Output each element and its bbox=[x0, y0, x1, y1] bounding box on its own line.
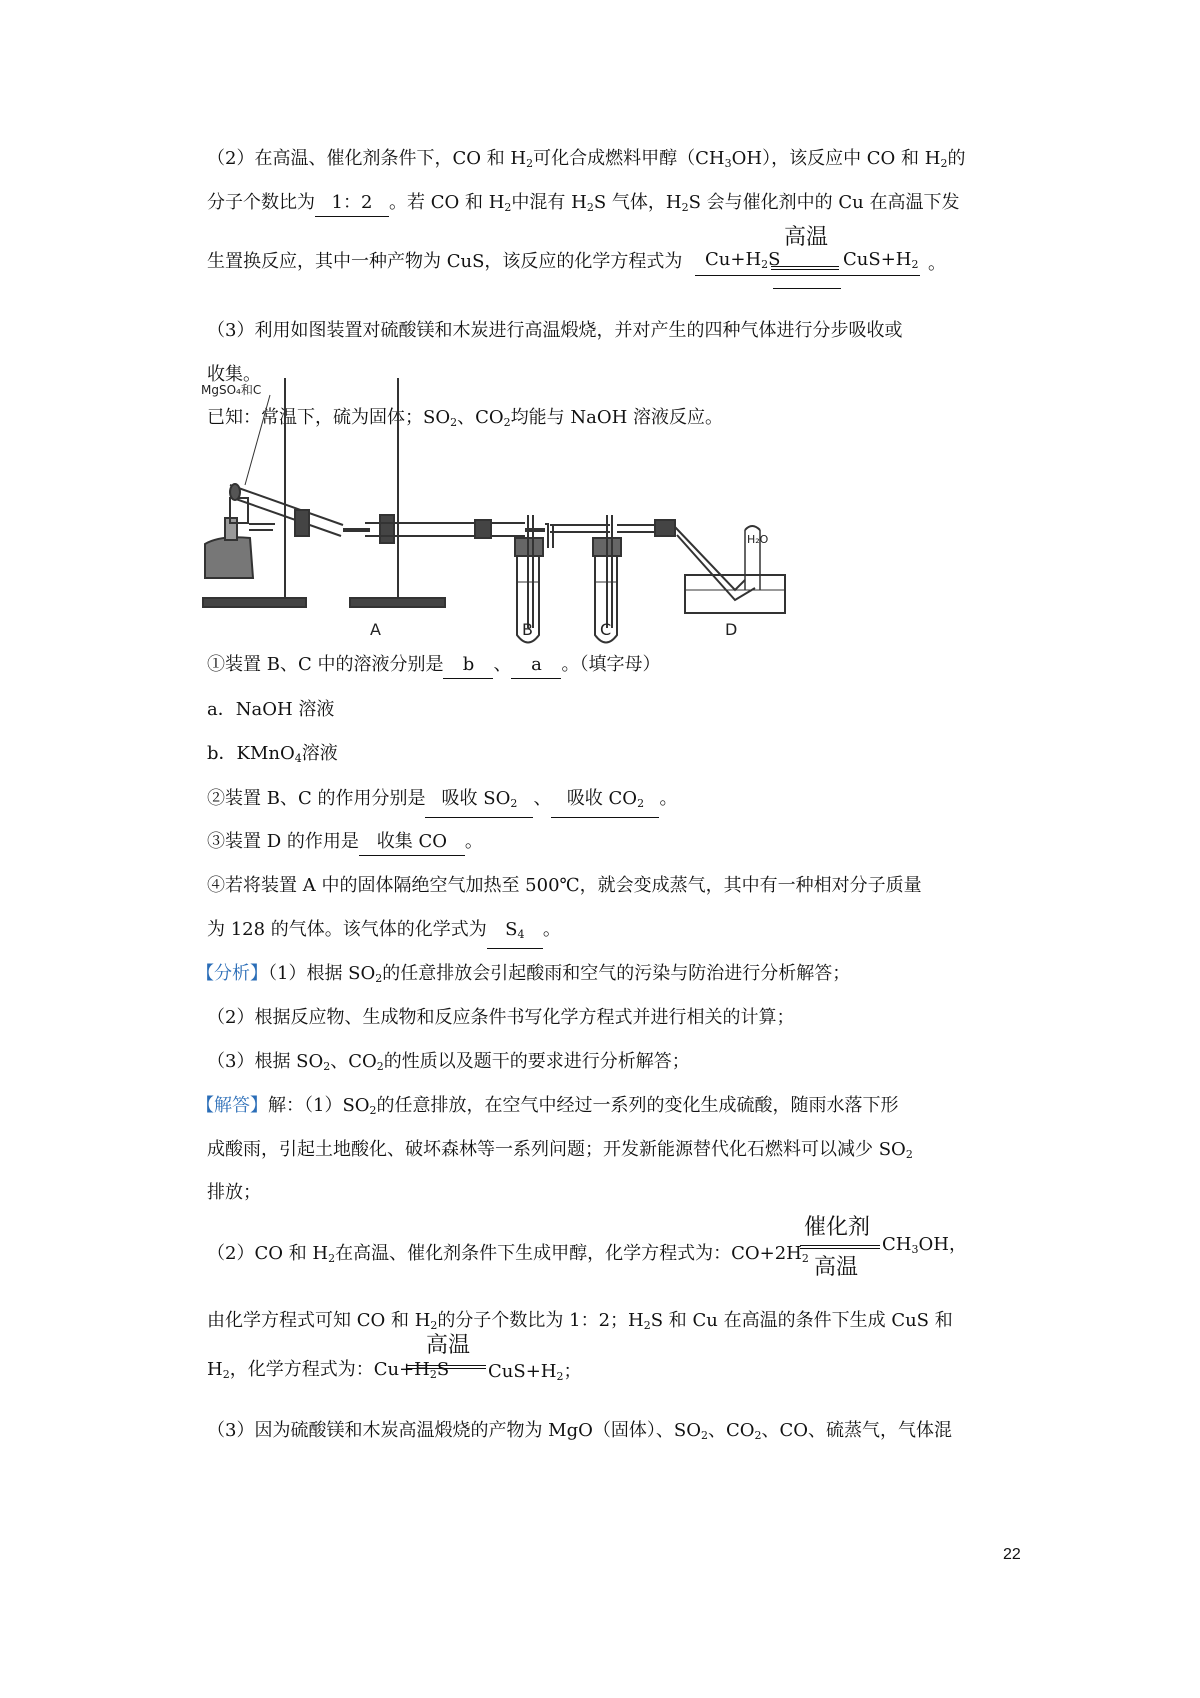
equation-left-side: $Cu+H_2S$ bbox=[705, 249, 781, 271]
solution-line-2: 成酸雨，引起土地酸化、破坏森林等一系列问题；开发新能源替代化石燃料可以减少 $SO_2$ bbox=[207, 1139, 913, 1161]
equation-right-side: $CuS+H_2$ bbox=[843, 249, 919, 271]
q3-sub-1: ①装置 B、C 中的溶液分别是 b 、 a 。（填字母） bbox=[207, 652, 660, 679]
solution-tag: 【解答】 bbox=[196, 1095, 268, 1116]
option-b: b．KMnO$_4$溶液 bbox=[207, 743, 338, 765]
label-c: C bbox=[600, 620, 612, 639]
solution-line-7: （3）因为硫酸镁和木炭高温煅烧的产物为 MgO（固体）、$SO_2$、$CO_2$、CO、硫蒸气，气体混 bbox=[207, 1420, 953, 1442]
analysis-line-2: （2）根据反应物、生成物和反应条件书写化学方程式并进行相关的计算； bbox=[207, 1007, 795, 1028]
reagent-label: MgSO₄和C bbox=[201, 383, 262, 397]
s2-answer-1-blank: 吸收 $SO_2$ bbox=[425, 786, 533, 818]
q3-sub-4-line-1: ④若将装置 A 中的固体隔绝空气加热至 500℃，就会变成蒸气，其中有一种相对分子质量 bbox=[207, 875, 922, 896]
apparatus-diagram bbox=[201, 180, 775, 640]
solution-line-4: （2）CO 和 $H_2$在高温、催化剂条件下生成甲醇，化学方程式为：$CO+2H_2$ bbox=[207, 1243, 809, 1265]
copper-solution-condition: 高温 bbox=[426, 1333, 471, 1358]
solution-line-1: 【解答】解：$(1)SO_2$的任意排放，在空气中经过一系列的变化生成硫酸，随雨水落下形 bbox=[196, 1095, 899, 1117]
methanol-condition-top: 催化剂 bbox=[804, 1215, 871, 1240]
solution-line-5: 由化学方程式可知 CO 和 $H_2$的分子个数比为 1：2；$H_2S$ 和 Cu 在高温的条件下生成 CuS 和 bbox=[207, 1310, 953, 1332]
copper-equation-solution bbox=[406, 1334, 646, 1384]
q2-line-3: 生置换反应，其中一种产物为 CuS，该反应的化学方程式为 bbox=[207, 251, 683, 272]
q3-sub-2: ②装置 B、C 的作用分别是 吸收 $SO_2$ 、 吸收 $CO_2$ 。 bbox=[207, 786, 677, 818]
s4-answer-blank: $S_4$ bbox=[487, 917, 543, 949]
label-b: B bbox=[522, 620, 533, 639]
ratio-answer-blank: 1：2 bbox=[315, 190, 389, 217]
analysis-tag: 【分析】 bbox=[196, 963, 268, 984]
q3-known-line: 已知：常温下，硫为固体；$SO_2$、$CO_2$均能与 NaOH 溶液反应。 bbox=[207, 407, 724, 429]
solution-line-3: 排放； bbox=[207, 1182, 261, 1203]
methanol-product: $CH_3OH$， bbox=[882, 1234, 967, 1256]
q3-intro-line-1: （3）利用如图装置对硫酸镁和木炭进行高温煅烧，并对产生的四种气体进行分步吸收或 bbox=[207, 320, 903, 341]
analysis-line-1: 【分析】（1）根据 $SO_2$的任意排放会引起酸雨和空气的污染与防治进行分析解答； bbox=[196, 963, 851, 985]
label-d: D bbox=[725, 620, 738, 639]
q3-intro-line-2: 收集。 bbox=[207, 364, 261, 385]
label-a: A bbox=[370, 620, 381, 639]
methanol-equals-sign bbox=[800, 1245, 880, 1249]
option-a: a．NaOH 溶液 bbox=[207, 699, 335, 720]
equation-condition: 高温 bbox=[784, 225, 829, 250]
methanol-equation bbox=[800, 1210, 967, 1290]
q3-sub-3: ③装置 D 的作用是 收集 CO 。 bbox=[207, 829, 483, 856]
q2-line-3-end: 。 bbox=[928, 253, 946, 274]
solution-line-6: $H_2$，化学方程式为：$Cu+H_2S$ bbox=[207, 1359, 450, 1381]
s3-answer-blank: 收集 CO bbox=[359, 829, 465, 856]
s1-answer-1-blank: b bbox=[443, 652, 493, 679]
q2-line-2: 分子个数比为 1：2 。若 CO 和 $H_2$中混有 $H_2S$ 气体，$H_2S$ 会与催化剂中的 Cu 在高温下发 bbox=[207, 190, 959, 221]
analysis-line-3: （3）根据 $SO_2$、$CO_2$的性质以及题干的要求进行分析解答； bbox=[207, 1051, 690, 1073]
q3-sub-4-line-2: 为 128 的气体。该气体的化学式为 $S_4$ 。 bbox=[207, 917, 561, 949]
q2-line-1: （2）在高温、催化剂条件下，CO 和 $H_2$可化合成燃料甲醇$(CH_3OH)$，该反应中 CO 和 $H_2$的 bbox=[207, 148, 966, 170]
copper-solution-product: $CuS+H_2$； bbox=[488, 1361, 582, 1383]
equation-answer-underline-2 bbox=[773, 288, 841, 289]
apparatus-figure bbox=[201, 180, 775, 645]
s1-answer-2-blank: a bbox=[511, 652, 561, 679]
s2-answer-2-blank: 吸收 $CO_2$ bbox=[551, 786, 659, 818]
page-number: 22 bbox=[1003, 1546, 1021, 1563]
equation-equals-sign bbox=[771, 266, 839, 270]
methanol-condition-bottom: 高温 bbox=[814, 1255, 859, 1280]
water-label: H₂O bbox=[747, 533, 769, 546]
copper-solution-equals-sign bbox=[406, 1365, 486, 1369]
